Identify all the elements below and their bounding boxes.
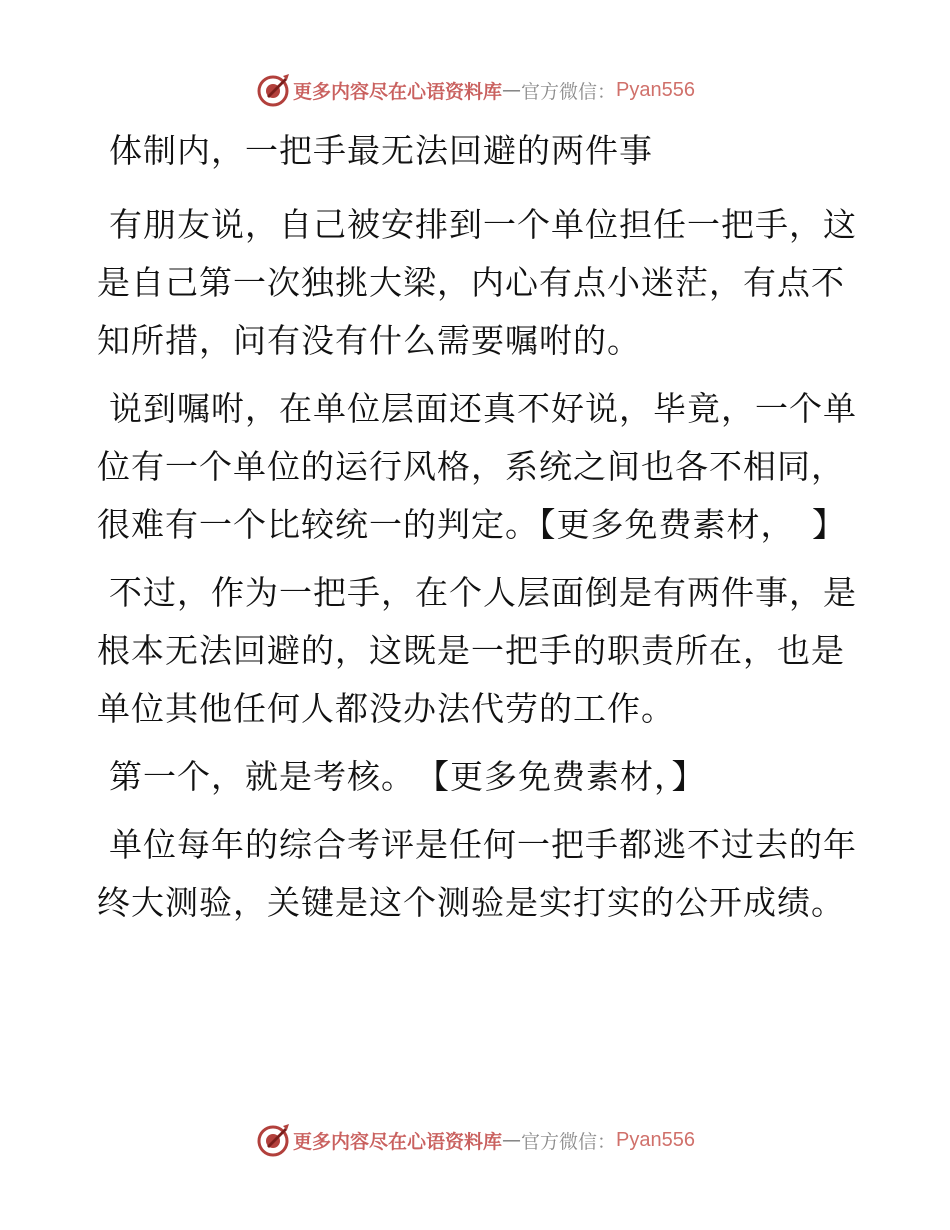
paragraph-1: 有朋友说，自己被安排到一个单位担任一把手，这是自己第一次独挑大梁，内心有点小迷茫，有点不知所措，问有没有什么需要嘱咐的。 [97,205,857,360]
header-banner-separator: — [502,79,522,101]
paragraph-3: 不过，作为一把手，在个人层面倒是有两件事，是根本无法回避的，这既是一把手的职责所在，也是单位其他任何人都没办法代劳的工作。 [97,573,857,728]
footer-banner-text: 更多内容尽在心语资料库 [293,1130,503,1153]
brand-logo-icon [255,72,291,108]
paragraph-5: 单位每年的综合考评是任何一把手都逃不过去的年终大测验，关键是这个测验是实打实的公开成绩。 [97,825,857,922]
header-wechat-label: 官方微信： [521,80,617,103]
footer-wechat-label: 官方微信： [521,1130,617,1153]
paragraph-4: 第一个，就是考核。 【更多免费素材，】 [109,757,706,796]
header-wechat-id: Pyan556 [616,78,695,101]
header-banner [0,68,950,112]
document-body [97,122,857,942]
footer-banner-separator: — [502,1129,522,1151]
paragraph-2: 说到嘱咐，在单位层面还真不好说，毕竟，一个单位有一个单位的运行风格，系统之间也各不相同，很难有一个比较统一的判定。【更多免费素材， 】 [97,389,857,544]
footer-wechat-id: Pyan556 [616,1128,695,1151]
document-title: 体制内，一把手最无法回避的两件事 [109,131,653,170]
footer-banner [0,1118,950,1162]
brand-logo-icon [255,1122,291,1158]
header-banner-text: 更多内容尽在心语资料库 [293,80,503,103]
